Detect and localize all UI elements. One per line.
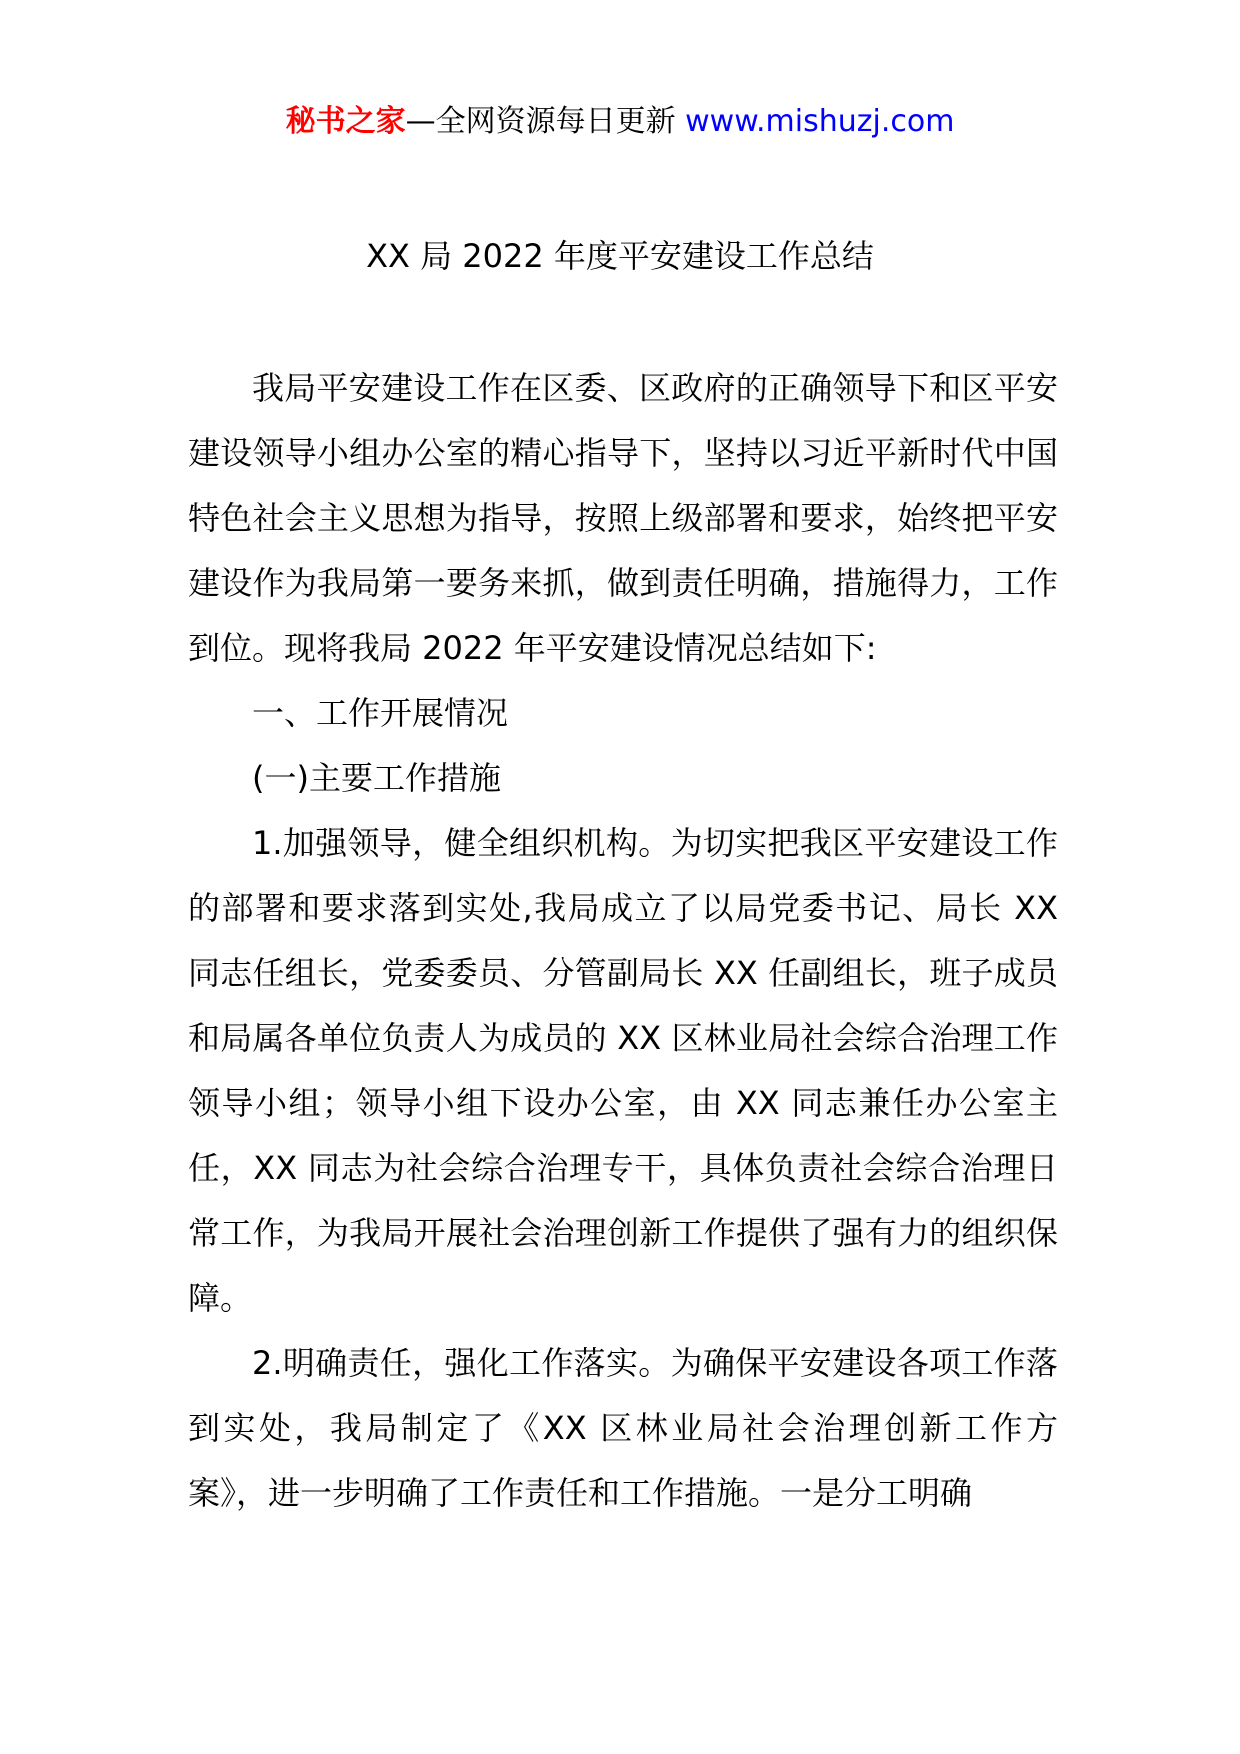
brand-name: 秘书之家 <box>285 104 406 139</box>
section-heading: 一、工作开展情况 <box>252 694 509 732</box>
watermark-header <box>0 100 1240 144</box>
document-body <box>188 356 1058 1526</box>
header-slogan: —全网资源每日更新 <box>405 104 676 139</box>
item-paragraph-1: 1.加强领导，健全组织机构。为切实把我区平安建设工作的部署和要求落到实处,我局成立了以局党委书记、局长 XX 同志任组长，党委委员、分管副局长 XX 任副组长，班子成员和局属各单位负责人为成员的 XX 区林业局社会综合治理工作领导小组；领导小组下设办公室，由 XX 同志兼任办公室主任，XX 同志为社会综合治理专干，具体负责社会综合治理日常工作，为我局开展社会治理创新工作提供了强有力的组织保障。 <box>188 824 1058 1317</box>
subsection-heading: (一)主要工作措施 <box>252 759 501 797</box>
item-paragraph-2: 2.明确责任，强化工作落实。为确保平安建设各项工作落到实处，我局制定了《XX 区林业局社会治理创新工作方案》，进一步明确了工作责任和工作措施。一是分工明确 <box>188 1344 1058 1512</box>
website-link[interactable]: www.mishuzj.com <box>685 104 955 139</box>
document-title: XX 局 2022 年度平安建设工作总结 <box>366 237 874 275</box>
intro-paragraph: 我局平安建设工作在区委、区政府的正确领导下和区平安建设领导小组办公室的精心指导下，坚持以习近平新时代中国特色社会主义思想为指导，按照上级部署和要求，始终把平安建设作为我局第一要务来抓，做到责任明确，措施得力，工作到位。现将我局 2022 年平安建设情况总结如下: <box>188 369 1058 667</box>
